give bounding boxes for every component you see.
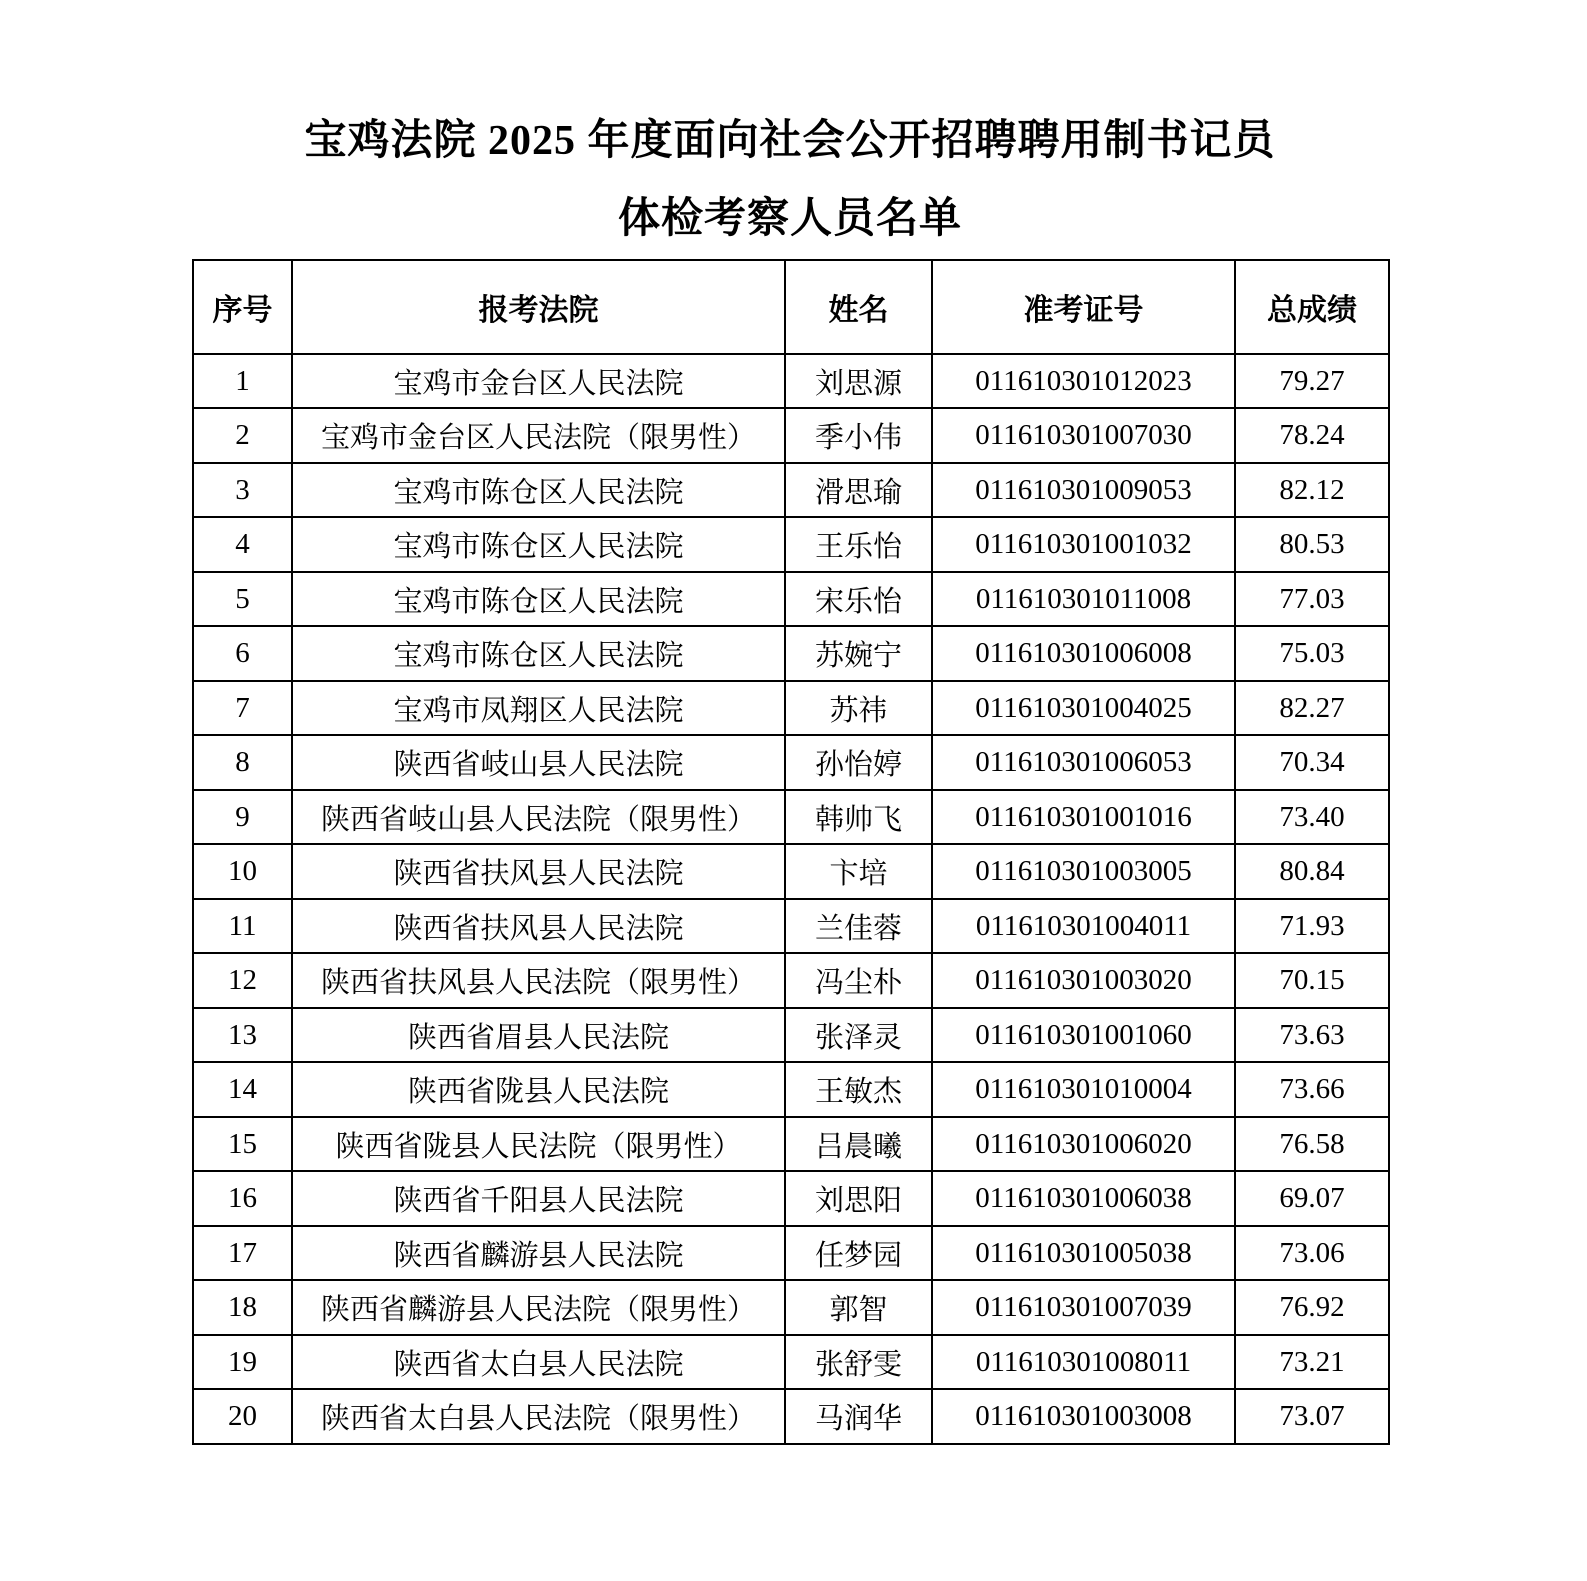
cell-court: 宝鸡市金台区人民法院（限男性） [292, 408, 785, 463]
table-row [193, 953, 1389, 1008]
cell-name: 苏祎 [785, 681, 932, 736]
cell-index: 20 [193, 1389, 292, 1444]
cell-score: 82.12 [1235, 463, 1389, 518]
cell-ticket: 011610301008011 [932, 1335, 1235, 1390]
cell-ticket: 011610301009053 [932, 463, 1235, 518]
cell-name: 冯尘朴 [785, 953, 932, 1008]
cell-score: 75.03 [1235, 626, 1389, 681]
cell-court: 宝鸡市陈仓区人民法院 [292, 517, 785, 572]
cell-index: 8 [193, 735, 292, 790]
table-row [193, 735, 1389, 790]
cell-name: 马润华 [785, 1389, 932, 1444]
cell-index: 14 [193, 1062, 292, 1117]
table-row [193, 1171, 1389, 1226]
table-row [193, 1008, 1389, 1063]
cell-score: 70.34 [1235, 735, 1389, 790]
table-row [193, 354, 1389, 409]
cell-name: 孙怡婷 [785, 735, 932, 790]
table-row [193, 790, 1389, 845]
cell-score: 80.53 [1235, 517, 1389, 572]
cell-ticket: 011610301010004 [932, 1062, 1235, 1117]
cell-score: 71.93 [1235, 899, 1389, 954]
table-row [193, 1335, 1389, 1390]
cell-name: 苏婉宁 [785, 626, 932, 681]
table-row [193, 1117, 1389, 1172]
cell-name: 卞培 [785, 844, 932, 899]
column-header-ticket: 准考证号 [932, 260, 1235, 354]
cell-name: 刘思源 [785, 354, 932, 409]
cell-index: 19 [193, 1335, 292, 1390]
cell-index: 1 [193, 354, 292, 409]
cell-name: 任梦园 [785, 1226, 932, 1281]
cell-ticket: 011610301005038 [932, 1226, 1235, 1281]
cell-name: 王敏杰 [785, 1062, 932, 1117]
cell-score: 73.21 [1235, 1335, 1389, 1390]
cell-score: 77.03 [1235, 572, 1389, 627]
cell-court: 宝鸡市陈仓区人民法院 [292, 572, 785, 627]
table-header [193, 260, 1389, 354]
cell-index: 11 [193, 899, 292, 954]
cell-court: 宝鸡市金台区人民法院 [292, 354, 785, 409]
cell-name: 郭智 [785, 1280, 932, 1335]
table-row [193, 463, 1389, 518]
cell-court: 宝鸡市凤翔区人民法院 [292, 681, 785, 736]
cell-index: 10 [193, 844, 292, 899]
cell-name: 王乐怡 [785, 517, 932, 572]
cell-name: 兰佳蓉 [785, 899, 932, 954]
candidates-table [192, 259, 1390, 1445]
cell-score: 70.15 [1235, 953, 1389, 1008]
table-row [193, 1226, 1389, 1281]
cell-score: 69.07 [1235, 1171, 1389, 1226]
table-row [193, 899, 1389, 954]
cell-ticket: 011610301011008 [932, 572, 1235, 627]
table-row [193, 1280, 1389, 1335]
cell-score: 78.24 [1235, 408, 1389, 463]
cell-score: 79.27 [1235, 354, 1389, 409]
table-row [193, 844, 1389, 899]
cell-score: 73.40 [1235, 790, 1389, 845]
cell-name: 张舒雯 [785, 1335, 932, 1390]
cell-court: 陕西省岐山县人民法院 [292, 735, 785, 790]
cell-court: 陕西省扶风县人民法院（限男性） [292, 953, 785, 1008]
cell-score: 73.63 [1235, 1008, 1389, 1063]
cell-score: 82.27 [1235, 681, 1389, 736]
document-content [192, 0, 1388, 1445]
cell-court: 陕西省扶风县人民法院 [292, 844, 785, 899]
cell-index: 15 [193, 1117, 292, 1172]
cell-court: 宝鸡市陈仓区人民法院 [292, 626, 785, 681]
cell-score: 73.07 [1235, 1389, 1389, 1444]
cell-ticket: 011610301006020 [932, 1117, 1235, 1172]
cell-court: 陕西省麟游县人民法院（限男性） [292, 1280, 785, 1335]
cell-score: 73.66 [1235, 1062, 1389, 1117]
cell-index: 17 [193, 1226, 292, 1281]
cell-name: 宋乐怡 [785, 572, 932, 627]
cell-ticket: 011610301006038 [932, 1171, 1235, 1226]
table-row [193, 572, 1389, 627]
cell-ticket: 011610301006008 [932, 626, 1235, 681]
cell-name: 吕晨曦 [785, 1117, 932, 1172]
cell-name: 季小伟 [785, 408, 932, 463]
cell-index: 18 [193, 1280, 292, 1335]
cell-score: 76.58 [1235, 1117, 1389, 1172]
table-body [193, 354, 1389, 1444]
document-title-line2: 体检考察人员名单 [617, 196, 962, 243]
column-header-court: 报考法院 [292, 260, 785, 354]
column-header-score: 总成绩 [1235, 260, 1389, 354]
cell-score: 80.84 [1235, 844, 1389, 899]
cell-index: 12 [193, 953, 292, 1008]
cell-court: 陕西省太白县人民法院 [292, 1335, 785, 1390]
table-row [193, 681, 1389, 736]
cell-score: 73.06 [1235, 1226, 1389, 1281]
cell-index: 2 [193, 408, 292, 463]
cell-ticket: 011610301004025 [932, 681, 1235, 736]
cell-index: 5 [193, 572, 292, 627]
cell-court: 陕西省麟游县人民法院 [292, 1226, 785, 1281]
cell-ticket: 011610301007030 [932, 408, 1235, 463]
cell-ticket: 011610301001060 [932, 1008, 1235, 1063]
cell-ticket: 011610301012023 [932, 354, 1235, 409]
cell-court: 陕西省千阳县人民法院 [292, 1171, 785, 1226]
cell-ticket: 011610301001032 [932, 517, 1235, 572]
document-title-line1: 宝鸡法院 2025 年度面向社会公开招聘聘用制书记员 [304, 118, 1276, 164]
table-row [193, 1389, 1389, 1444]
column-header-name: 姓名 [785, 260, 932, 354]
cell-score: 76.92 [1235, 1280, 1389, 1335]
cell-index: 9 [193, 790, 292, 845]
cell-ticket: 011610301007039 [932, 1280, 1235, 1335]
cell-ticket: 011610301001016 [932, 790, 1235, 845]
cell-court: 陕西省眉县人民法院 [292, 1008, 785, 1063]
cell-index: 4 [193, 517, 292, 572]
cell-index: 7 [193, 681, 292, 736]
cell-name: 张泽灵 [785, 1008, 932, 1063]
cell-court: 陕西省陇县人民法院（限男性） [292, 1117, 785, 1172]
cell-name: 韩帅飞 [785, 790, 932, 845]
header-row [193, 260, 1389, 354]
cell-court: 陕西省扶风县人民法院 [292, 899, 785, 954]
table-row [193, 626, 1389, 681]
table-row [193, 517, 1389, 572]
cell-court: 宝鸡市陈仓区人民法院 [292, 463, 785, 518]
cell-index: 16 [193, 1171, 292, 1226]
cell-name: 滑思瑜 [785, 463, 932, 518]
cell-ticket: 011610301003008 [932, 1389, 1235, 1444]
column-header-index: 序号 [193, 260, 292, 354]
cell-ticket: 011610301003005 [932, 844, 1235, 899]
cell-index: 6 [193, 626, 292, 681]
cell-name: 刘思阳 [785, 1171, 932, 1226]
cell-court: 陕西省太白县人民法院（限男性） [292, 1389, 785, 1444]
cell-ticket: 011610301006053 [932, 735, 1235, 790]
table-row [193, 408, 1389, 463]
cell-court: 陕西省岐山县人民法院（限男性） [292, 790, 785, 845]
cell-ticket: 011610301004011 [932, 899, 1235, 954]
cell-ticket: 011610301003020 [932, 953, 1235, 1008]
cell-index: 13 [193, 1008, 292, 1063]
table-row [193, 1062, 1389, 1117]
cell-index: 3 [193, 463, 292, 518]
cell-court: 陕西省陇县人民法院 [292, 1062, 785, 1117]
